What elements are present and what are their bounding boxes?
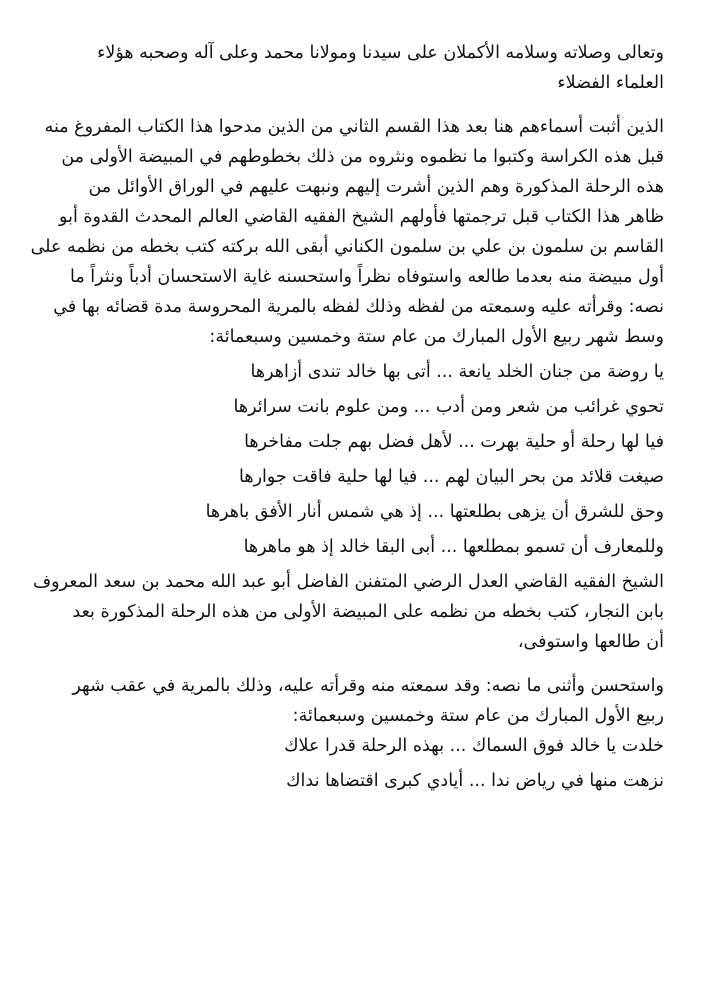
verse-line: خلدت يا خالد فوق السماك ... بهذه الرحلة قدرا علاك <box>284 736 664 756</box>
text-line: أول مبيضة منه بعدما طالعه واستوفاه نظراً واستحسنه غاية الاستحسان أدباً ونثراً ما <box>70 267 664 287</box>
text-line: وتعالى وصلاته وسلامه الأكملان على سيدنا ومولانا محمد وعلى آله وصحبه هؤلاء <box>97 43 664 63</box>
paragraph-praise <box>52 671 664 731</box>
text-line: ربيع الأول المبارك من عام ستة وخمسين وسبعمائة: <box>292 706 664 726</box>
paragraph-opening <box>52 38 664 98</box>
text-line: واستحسن وأثنى ما نصه: وقد سمعته منه وقرأته عليه، وذلك بالمرية في عقب شهر <box>72 676 664 696</box>
text-line: العلماء الفضلاء <box>557 73 664 93</box>
text-line: الشيخ الفقيه القاضي العدل الرضي المتفنن الفاضل أبو عبد الله محمد بن سعد المعروف <box>33 572 664 592</box>
text-line: ظاهر هذا الكتاب قبل ترجمتها فأولهم الشيخ الفقيه القاضي العالم المحدث القدوة أبو <box>59 207 664 227</box>
verse-line: صيغت قلائد من بحر البيان لهم ... فيا لها حلية فاقت جوارها <box>239 467 664 487</box>
document-page <box>30 38 664 988</box>
text-line: أن طالعها واستوفى، <box>517 632 664 652</box>
text-line: هذه الرحلة المذكورة وهم الذين أشرت إليهم ونبهت عليهم في الوراق الأوائل من <box>88 177 664 197</box>
poem-first <box>52 357 664 562</box>
text-line: قبل هذه الكراسة وكتبوا ما نظموه ونثروه من ذلك بخطوطهم في المبيضة الأولى من <box>61 147 664 167</box>
text-line: وسط شهر ربيع الأول المبارك من عام ستة وخمسين وسبعمائة: <box>209 327 664 347</box>
verse-line: فيا لها رحلة أو حلية بهرت ... لأهل فضل بهم جلت مفاخرها <box>244 432 664 452</box>
verse-line: وللمعارف أن تسمو بمطلعها ... أبى البقا خالد إذ هو ماهرها <box>243 537 664 557</box>
paragraph-introduction <box>30 112 664 352</box>
text-line: الذين أثبت أسماءهم هنا بعد هذا القسم الثاني من الذين مدحوا هذا الكتاب المفروغ منه <box>44 117 664 137</box>
text-line: القاسم بن سلمون بن علي بن سلمون الكناني أبقى الله بركته كتب بخطه من نظمه على <box>30 237 664 257</box>
text-line: نصه: وقرأته عليه وسمعته من لفظه وذلك لفظه بالمرية المحروسة مدة قضائه بها في <box>53 297 664 317</box>
poem-second <box>52 731 664 796</box>
verse-line: نزهت منها في رياض ندا ... أيادي كبرى اقتضاها نداك <box>286 771 664 791</box>
text-line: بابن النجار، كتب بخطه من نظمه على المبيضة الأولى من هذه الرحلة المذكورة بعد <box>72 602 664 622</box>
verse-line: يا روضة من جنان الخلد يانعة ... أتى بها خالد تندى أزاهرها <box>250 362 664 382</box>
verse-line: وحق للشرق أن يزهى بطلعتها ... إذ هي شمس أنار الأفق باهرها <box>205 502 664 522</box>
paragraph-second-author <box>33 567 664 657</box>
verse-line: تحوي غرائب من شعر ومن أدب ... ومن علوم بانت سرائرها <box>233 397 664 417</box>
